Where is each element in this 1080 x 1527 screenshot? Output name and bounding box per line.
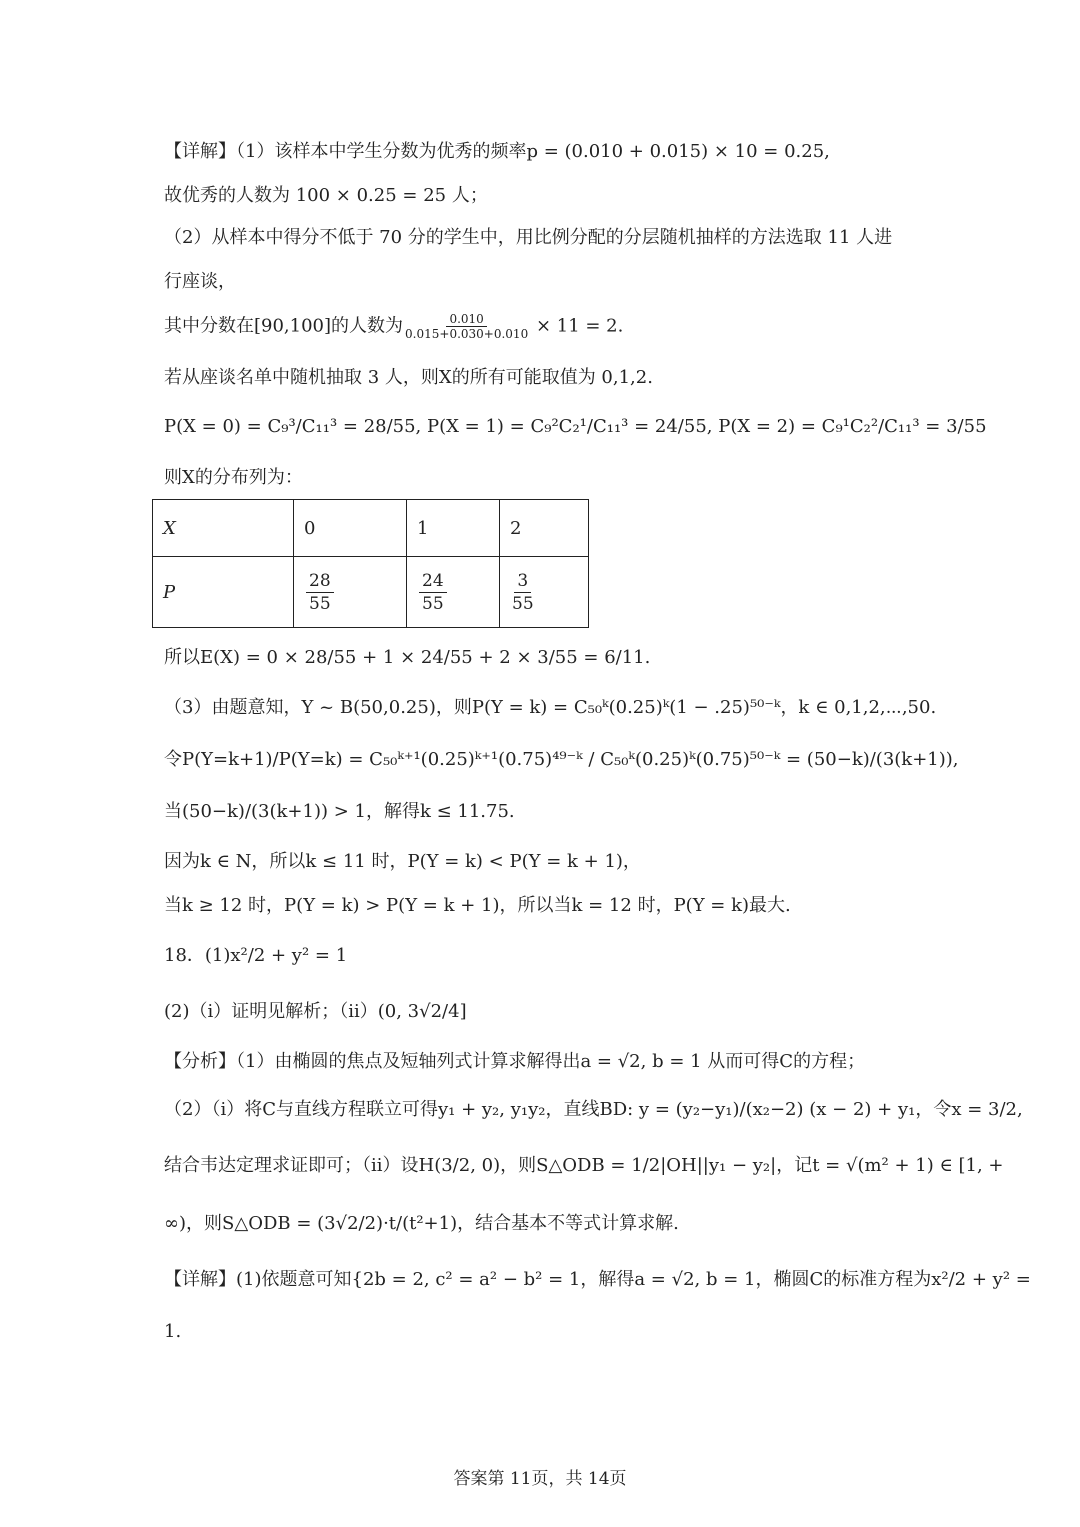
table-cell: 0: [294, 500, 407, 557]
page-footer: 答案第 11页，共 14页: [453, 1469, 627, 1489]
answer-18-part-2: (2)（i）证明见解析；（ii）(0, 3√2/4]: [164, 1001, 467, 1022]
solution-line-3: （2）从样本中得分不低于 70 分的学生中，用比例分配的分层随机抽样的方法选取 11 人进: [164, 227, 893, 248]
fraction: [512, 570, 534, 615]
table-cell: P: [153, 557, 294, 628]
fraction: [419, 570, 447, 615]
line5-prefix: 其中分数在[90,100]的人数为: [164, 315, 404, 337]
detail-line-2: 1.: [164, 1321, 182, 1342]
solution-line-2: 故优秀的人数为 100 × 0.25 = 25 人；: [164, 185, 488, 206]
detail-line-1: 【详解】(1)依题意可知{2b = 2, c² = a² − b² = 1，解得a = √2, b = 1，椭圆C的标准方程为x²/2 + y² =: [164, 1269, 1031, 1290]
solution-line-5: [164, 312, 623, 341]
fraction-denominator: 55: [309, 593, 331, 614]
solution-line-10: （3）由题意知，Y ~ B(50,0.25)，则P(Y = k) = C₅₀ᵏ(0.25)ᵏ(1 − .25)⁵⁰⁻ᵏ，k ∈ 0,1,2,⋯,50.: [164, 697, 937, 718]
solution-line-13: 因为k ∈ N，所以k ≤ 11 时，P(Y = k) < P(Y = k + 1)，: [164, 851, 641, 872]
table-cell: [500, 557, 589, 628]
solution-line-14: 当k ≥ 12 时，P(Y = k) > P(Y = k + 1)，所以当k = 12 时，P(Y = k)最大.: [164, 895, 791, 916]
fraction-denominator: 55: [422, 593, 444, 614]
table-row: [153, 500, 589, 557]
analysis-line-1: 【分析】（1）由椭圆的焦点及短轴列式计算求解得出a = √2, b = 1 从而可得C的方程；: [164, 1051, 866, 1072]
fraction-numerator: 24: [419, 570, 447, 593]
table-cell: [294, 557, 407, 628]
solution-line-12: 当(50−k)/(3(k+1)) > 1，解得k ≤ 11.75.: [164, 801, 515, 822]
ratio-line: 令P(Y=k+1)/P(Y=k) = C₅₀ᵏ⁺¹(0.25)ᵏ⁺¹(0.75)⁴⁹⁻ᵏ / C₅₀ᵏ(0.25)ᵏ(0.75)⁵⁰⁻ᵏ = (50−k)/(3(k+1)),: [164, 749, 959, 770]
fraction: [306, 570, 334, 615]
solution-line-4: 行座谈，: [164, 271, 236, 292]
analysis-line-4: ∞)，则S△ODB = (3√2/2)·t/(t²+1)，结合基本不等式计算求解.: [164, 1213, 679, 1234]
fraction-numerator: 3: [514, 570, 531, 593]
table-cell: 1: [407, 500, 500, 557]
fraction-denominator: 0.015+0.030+0.010: [405, 327, 529, 341]
table-cell: X: [153, 500, 294, 557]
solution-line-6: 若从座谈名单中随机抽取 3 人，则X的所有可能取值为 0,1,2.: [164, 367, 653, 388]
fraction: [405, 312, 528, 341]
fraction-numerator: 28: [306, 570, 334, 593]
line5-suffix: × 11 = 2.: [535, 315, 624, 337]
analysis-line-3: 结合韦达定理求证即可；（ii）设H(3/2, 0)，则S△ODB = 1/2|OH||y₁ − y₂|，记t = √(m² + 1) ∈ [1, +: [164, 1155, 1004, 1176]
table-row: [153, 557, 589, 628]
probability-line: P(X = 0) = C₉³/C₁₁³ = 28/55, P(X = 1) = C₉²C₂¹/C₁₁³ = 24/55, P(X = 2) = C₉¹C₂²/C₁₁³ = 3/55: [164, 416, 987, 437]
expectation-line: 所以E(X) = 0 × 28/55 + 1 × 24/55 + 2 × 3/55 = 6/11.: [164, 647, 651, 668]
fraction-numerator: 0.010: [446, 312, 486, 327]
answer-18-part-1: 18．(1)x²/2 + y² = 1: [164, 945, 348, 966]
table-cell: [407, 557, 500, 628]
fraction-denominator: 55: [512, 593, 534, 614]
distribution-table: [152, 499, 589, 628]
solution-line-8: 则X的分布列为：: [164, 467, 303, 488]
analysis-line-2: （2）（i）将C与直线方程联立可得y₁ + y₂, y₁y₂，直线BD: y = (y₂−y₁)/(x₂−2) (x − 2) + y₁，令x = 3/2,: [164, 1099, 1023, 1120]
solution-line-1: 【详解】（1）该样本中学生分数为优秀的频率p = (0.010 + 0.015) × 10 = 0.25,: [164, 141, 830, 162]
table-cell: 2: [500, 500, 589, 557]
